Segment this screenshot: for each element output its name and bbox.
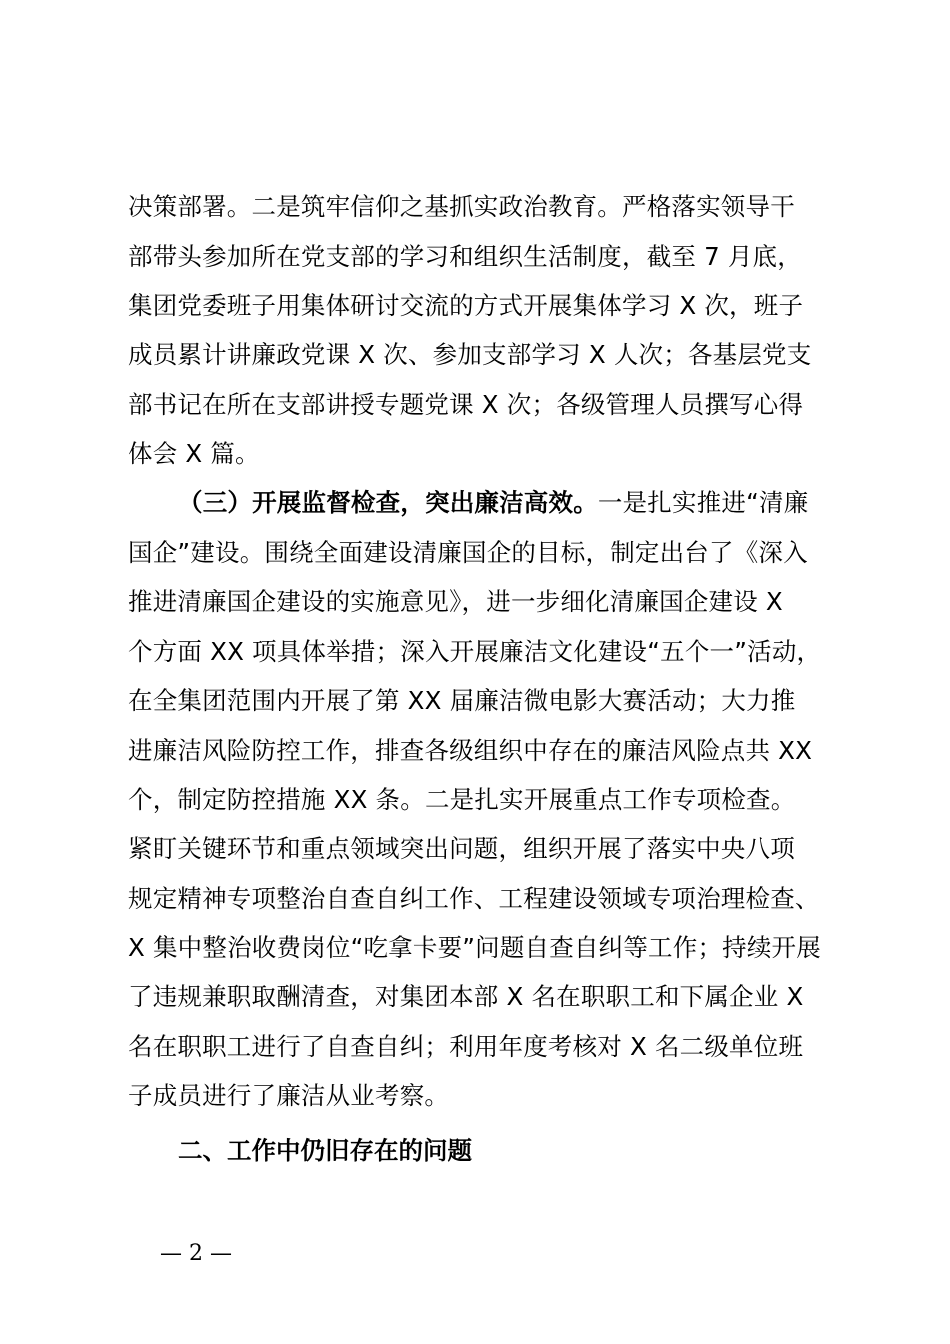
- section-3-heading: （三）开展监督检查，突出廉洁高效。: [178, 488, 598, 517]
- paragraph-line: 紧盯关键环节和重点领域突出问题，组织开展了落实中央八项: [128, 834, 795, 863]
- paragraph-line: 个，制定防控措施 XX 条。二是扎实开展重点工作专项检查。: [128, 785, 796, 814]
- page-number: — 2 —: [160, 1241, 232, 1266]
- paragraph-line: 个方面 XX 项具体举措；深入开展廉洁文化建设“五个一”活动，: [128, 637, 822, 666]
- section-3-lead-text: 一是扎实推进“清廉: [597, 488, 809, 517]
- paragraph-line: 在全集团范围内开展了第 XX 届廉洁微电影大赛活动；大力推: [128, 686, 796, 715]
- paragraph-line: 体会 X 篇。: [128, 439, 260, 468]
- section-heading-2: 二、工作中仍旧存在的问题: [178, 1136, 472, 1165]
- paragraph-line: 国企”建设。围绕全面建设清廉国企的目标，制定出台了《深入: [128, 538, 808, 567]
- paragraph-line: 名在职职工进行了自查自纠；利用年度考核对 X 名二级单位班: [128, 1032, 804, 1061]
- paragraph-line: 推进清廉国企建设的实施意见》，进一步细化清廉国企建设 X: [128, 587, 783, 616]
- paragraph-line: 决策部署。二是筑牢信仰之基抓实政治教育。严格落实领导干: [128, 192, 795, 221]
- paragraph-line: 成员累计讲廉政党课 X 次、参加支部学习 X 人次；各基层党支: [128, 340, 812, 369]
- paragraph-line: 规定精神专项整治自查自纠工作、工程建设领域专项治理检查、: [128, 884, 820, 913]
- paragraph-line: X 集中整治收费岗位“吃拿卡要”问题自查自纠等工作；持续开展: [128, 933, 821, 962]
- paragraph-line: 了违规兼职取酬清查，对集团本部 X 名在职职工和下属企业 X: [128, 982, 804, 1011]
- paragraph-line: 部带头参加所在党支部的学习和组织生活制度，截至 7 月底，: [128, 242, 802, 271]
- section-3-first-line: [178, 483, 808, 523]
- paragraph-line: 部书记在所在支部讲授专题党课 X 次；各级管理人员撰写心得: [128, 390, 804, 419]
- paragraph-line: 子成员进行了廉洁从业考察。: [128, 1081, 450, 1110]
- paragraph-line: 集团党委班子用集体研讨交流的方式开展集体学习 X 次，班子: [128, 291, 804, 320]
- paragraph-line: 进廉洁风险防控工作，排查各级组织中存在的廉洁风险点共 XX: [128, 736, 813, 765]
